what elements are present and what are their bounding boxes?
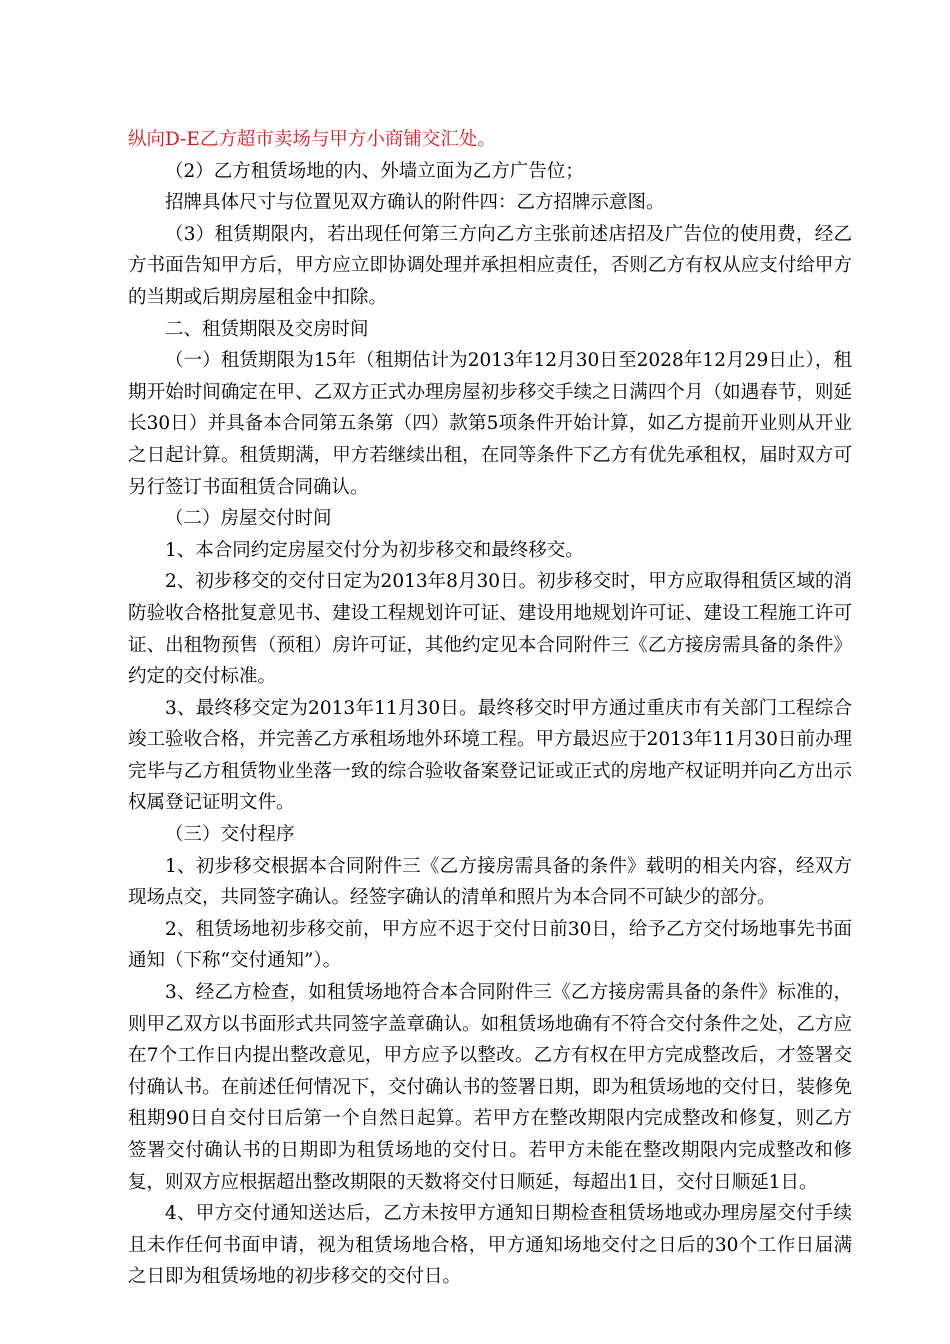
- section-heading-lease-term: 二、租赁期限及交房时间: [165, 318, 369, 340]
- paragraph-billboard: （2）乙方租赁场地的内、外墙立面为乙方广告位；: [165, 160, 584, 182]
- paragraph-third-party-fees: （3）租赁期限内，若出现任何第三方向乙方主张前述店招及广告位的使用费，经乙方书面告知甲方后，甲方应立即协调处理并承担相应责任，否则乙方有权从应支付给甲方的当期或后期房屋租金中扣除。: [128, 223, 852, 308]
- paragraph-lease-term: （一）租赁期限为15年（租期估计为2013年12月30日至2028年12月29日止），租期开始时间确定在甲、乙双方正式办理房屋初步移交手续之日满四个月（如遇春节，则延长30日）并具备本合同第五条第（四）款第5项条件开始计算，如乙方提前开业则从开业之日起计算。租赁期满，甲方若继续出租，在同等条件下乙方有优先承租权，届时双方可另行签订书面租赁合同确认。: [128, 350, 852, 498]
- paragraph-red-continuation: 纵向D-E乙方超市卖场与甲方小商铺交汇处。: [128, 129, 496, 150]
- paragraph-delivery-1: 1、本合同约定房屋交付分为初步移交和最终移交。: [165, 539, 584, 561]
- paragraph-procedure-2: 2、租赁场地初步移交前，甲方应不迟于交付日前30日，给予乙方交付场地事先书面通知（下称“交付通知”）。: [128, 918, 852, 972]
- paragraph-delivery-3: 3、最终移交定为2013年11月30日。最终移交时甲方通过重庆市有关部门工程综合竣工验收合格，并完善乙方承租场地外环境工程。甲方最迟应于2013年11月30日前办理完毕与乙方租赁物业坐落一致的综合验收备案登记证或正式的房地产权证明并向乙方出示权属登记证明文件。: [128, 697, 852, 814]
- paragraph-delivery-2: 2、初步移交的交付日定为2013年8月30日。初步移交时，甲方应取得租赁区域的消防验收合格批复意见书、建设工程规划许可证、建设用地规划许可证、建设工程施工许可证、出租物预售（预租）房许可证，其他约定见本合同附件三《乙方接房需具备的条件》约定的交付标准。: [128, 571, 852, 688]
- subheading-delivery-time: （二）房屋交付时间: [165, 508, 332, 530]
- subheading-delivery-procedure: （三）交付程序: [165, 824, 295, 846]
- paragraph-procedure-3: 3、经乙方检查，如租赁场地符合本合同附件三《乙方接房需具备的条件》标准的，则甲乙双方以书面形式共同签字盖章确认。如租赁场地确有不符合交付条件之处，乙方应在7个工作日内提出整改意见，甲方应予以整改。乙方有权在甲方完成整改后，才签署交付确认书。在前述任何情况下，交付确认书的签署日期，即为租赁场地的交付日，装修免租期90日自交付日后第一个自然日起算。若甲方在整改期限内完成整改和修复，则乙方签署交付确认书的日期即为租赁场地的交付日。若甲方未能在整改期限内完成整改和修复，则双方应根据超出整改期限的天数将交付日顺延，每超出1日，交付日顺延1日。: [128, 982, 852, 1193]
- paragraph-procedure-1: 1、初步移交根据本合同附件三《乙方接房需具备的条件》载明的相关内容，经双方现场点交，共同签字确认。经签字确认的清单和照片为本合同不可缺少的部分。: [128, 855, 852, 909]
- paragraph-signboard-size: 招牌具体尺寸与位置见双方确认的附件四：乙方招牌示意图。: [165, 192, 665, 214]
- document-page: [128, 124, 852, 1293]
- paragraph-procedure-4: 4、甲方交付通知送达后，乙方未按甲方通知日期检查租赁场地或办理房屋交付手续且未作任何书面申请，视为租赁场地合格，甲方通知场地交付之日后的30个工作日届满之日即为租赁场地的初步移交的交付日。: [128, 1203, 852, 1288]
